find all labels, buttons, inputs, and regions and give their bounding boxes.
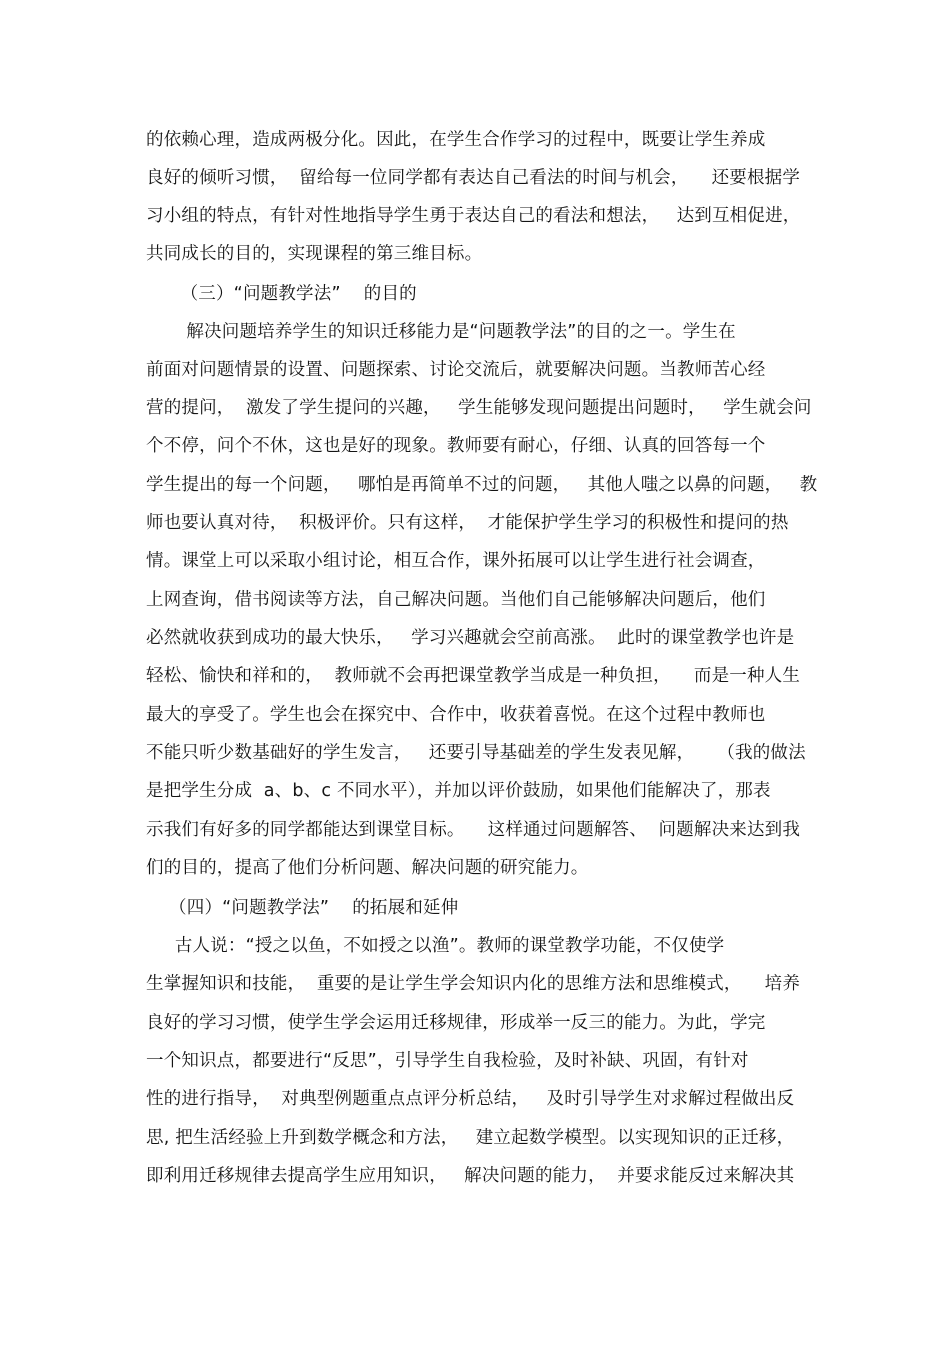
paragraph-line: 不能只听少数基础好的学生发言， 还要引导基础差的学生发表见解， （我的做法	[146, 743, 806, 763]
paragraph-line: 解决问题培养学生的知识迁移能力是“问题教学法”的目的之一。学生在	[146, 322, 736, 342]
paragraph-line: 生掌握知识和技能， 重要的是让学生学会知识内化的思维方法和思维模式， 培养	[146, 974, 801, 994]
paragraph-line: 个不停，问个不休，这也是好的现象。教师要有耐心，仔细、认真的回答每一个	[146, 436, 766, 456]
paragraph-line: 思, 把生活经验上升到数学概念和方法， 建立起数学模型。以实现知识的正迁移，	[146, 1128, 795, 1148]
paragraph-line: 习小组的特点，有针对性地指导学生勇于表达自己的看法和想法， 达到互相促进，	[146, 206, 801, 226]
paragraph-line: 良好的学习习惯，使学生学会运用迁移规律，形成举一反三的能力。为此，学完	[146, 1013, 766, 1033]
section-heading: （四）“问题教学法” 的拓展和延伸	[146, 898, 459, 918]
paragraph-line: 最大的享受了。学生也会在探究中、合作中，收获着喜悦。在这个过程中教师也	[146, 705, 766, 725]
paragraph-line: 前面对问题情景的设置、问题探索、讨论交流后，就要解决问题。当教师苦心经	[146, 360, 766, 380]
paragraph-line: 们的目的，提高了他们分析问题、解决问题的研究能力。	[146, 858, 589, 878]
paragraph-line: 是把学生分成 a、b、c 不同水平），并加以评价鼓励，如果他们能解决了，那表	[146, 781, 771, 801]
paragraph-line: 轻松、愉快和祥和的， 教师就不会再把课堂教学当成是一种负担， 而是一种人生	[146, 666, 801, 686]
paragraph-line: 良好的倾听习惯， 留给每一位同学都有表达自己看法的时间与机会， 还要根据学	[146, 168, 801, 188]
paragraph-line: 即利用迁移规律去提高学生应用知识， 解决问题的能力， 并要求能反过来解决其	[146, 1166, 795, 1186]
paragraph-line: 性的进行指导， 对典型例题重点点评分析总结， 及时引导学生对求解过程做出反	[146, 1089, 795, 1109]
paragraph-line: 必然就收获到成功的最大快乐， 学习兴趣就会空前高涨。 此时的课堂教学也许是	[146, 628, 795, 648]
paragraph-line: 营的提问， 激发了学生提问的兴趣， 学生能够发现问题提出问题时， 学生就会问	[146, 398, 812, 418]
paragraph-line: 学生提出的每一个问题， 哪怕是再简单不过的问题， 其他人嗤之以鼻的问题， 教	[146, 475, 818, 495]
paragraph-line: 示我们有好多的同学都能达到课堂目标。 这样通过问题解答、 问题解决来达到我	[146, 820, 801, 840]
paragraph-line: 情。课堂上可以采取小组讨论，相互合作，课外拓展可以让学生进行社会调查，	[146, 551, 766, 571]
paragraph-line: 上网查询，借书阅读等方法，自己解决问题。当他们自己能够解决问题后，他们	[146, 590, 766, 610]
paragraph-line: 古人说：“授之以鱼，不如授之以渔”。教师的课堂教学功能，不仅使学	[146, 936, 725, 956]
paragraph-line: 共同成长的目的，实现课程的第三维目标。	[146, 244, 483, 264]
section-heading: （三）“问题教学法” 的目的	[146, 284, 417, 304]
paragraph-line: 的依赖心理，造成两极分化。因此，在学生合作学习的过程中，既要让学生养成	[146, 130, 766, 150]
paragraph-line: 师也要认真对待， 积极评价。只有这样， 才能保护学生学习的积极性和提问的热	[146, 513, 789, 533]
paragraph-line: 一个知识点，都要进行“反思”，引导学生自我检验，及时补缺、巩固，有针对	[146, 1051, 749, 1071]
